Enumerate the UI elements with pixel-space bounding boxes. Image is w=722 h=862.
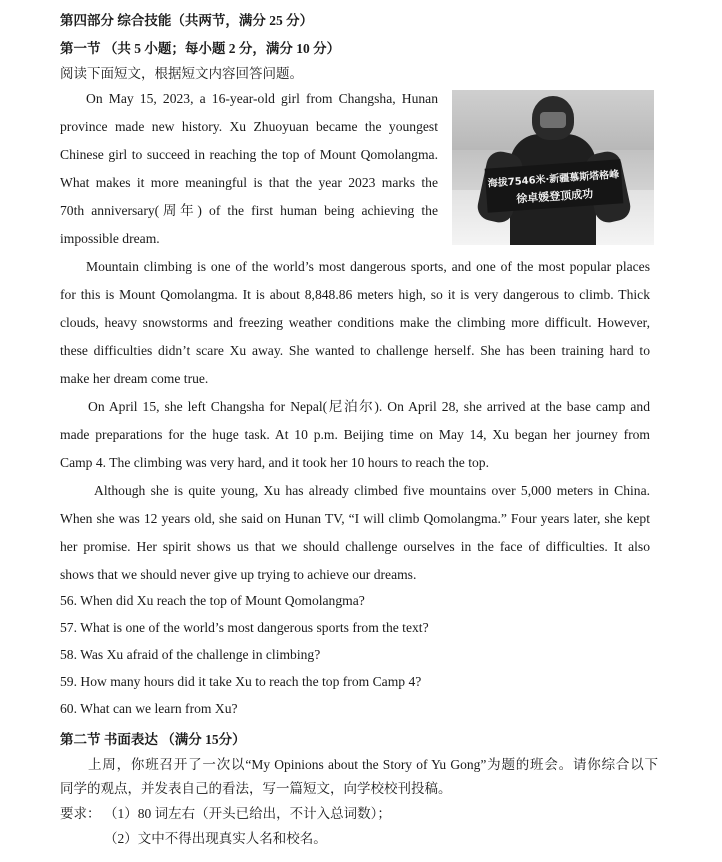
question-60: 60. What can we learn from Xu? (60, 701, 238, 716)
passage-line: for this is Mount Qomolangma. It is about 8,848.86 meters high, so it is very dangerous to climb. Thick (60, 287, 650, 302)
passage-line: province made new history. Xu Zhuoyuan became the youngest (60, 119, 438, 134)
passage-line: shows that we should never give up trying to achieve our dreams. (60, 567, 417, 582)
part1-title: 第一节 （共 5 小题；每小题 2 分，满分 10 分） (60, 41, 341, 56)
passage-line: 70th anniversary(周年) of the first human being achieving the (60, 203, 438, 218)
requirement-1: （1）80 词左右（开头已给出，不计入总词数）； (104, 806, 391, 821)
passage-line: Although she is quite young, Xu has already climbed five mountains over 5,000 meters in China. (94, 483, 650, 498)
question-56: 56. When did Xu reach the top of Mount Qomolangma? (60, 593, 365, 608)
requirement-2: （2）文中不得出现真实人名和校名。 (104, 831, 327, 846)
writing-prompt-line-2: 同学的观点，并发表自己的看法，写一篇短文，向学校校刊投稿。 (60, 781, 452, 796)
passage-line: these difficulties didn’t scare Xu away. She wanted to challenge herself. She has been training hard to (60, 343, 650, 358)
writing-prompt-line-1: 上周，你班召开了一次以“My Opinions about the Story of Yu Gong”为题的班会。请你综合以下 (88, 757, 658, 772)
passage-line: make her dream come true. (60, 371, 209, 386)
question-59: 59. How many hours did it take Xu to reach the top from Camp 4? (60, 674, 422, 689)
passage-line: On April 15, she left Changsha for Nepal(尼泊尔). On April 28, she arrived at the base camp and (88, 399, 650, 414)
passage-line: Camp 4. The climbing was very hard, and it took her 10 hours to reach the top. (60, 455, 489, 470)
passage-line: clouds, heavy snowstorms and freezing weather conditions make the climbing more difficult. However, (60, 315, 650, 330)
question-57: 57. What is one of the world’s most dangerous sports from the text? (60, 620, 429, 635)
question-58: 58. Was Xu afraid of the challenge in climbing? (60, 647, 321, 662)
passage-line: On May 15, 2023, a 16-year-old girl from Changsha, Hunan (86, 91, 438, 106)
climber-photo (452, 90, 654, 245)
passage-line: made preparations for the huge task. At 10 p.m. Beijing time on May 14, Xu began her journey from (60, 427, 650, 442)
passage-line: Mountain climbing is one of the world’s most dangerous sports, and one of the most popular places (86, 259, 650, 274)
passage-line: impossible dream. (60, 231, 160, 246)
passage-line: When she was 12 years old, she said on Hunan TV, “I will climb Qomolangma.” Four years later, she kept (60, 511, 650, 526)
passage-line: Chinese girl to succeed in reaching the top of Mount Qomolangma. (60, 147, 438, 162)
passage-line: What makes it more meaningful is that the year 2023 marks the (60, 175, 438, 190)
banner-line-2: 徐卓媛登顶成功 (515, 187, 594, 206)
section-title: 第四部分 综合技能（共两节，满分 25 分） (60, 13, 314, 28)
passage-line: her promise. Her spirit shows us that we should challenge ourselves in the face of difficulties. It also (60, 539, 650, 554)
instruction: 阅读下面短文，根据短文内容回答问题。 (60, 66, 303, 81)
part2-title: 第二节 书面表达 （满分 15分） (60, 732, 246, 747)
banner-line-1: 海拔7546米·新疆慕斯塔格峰 (487, 169, 620, 190)
requirements-label: 要求： (60, 806, 101, 821)
